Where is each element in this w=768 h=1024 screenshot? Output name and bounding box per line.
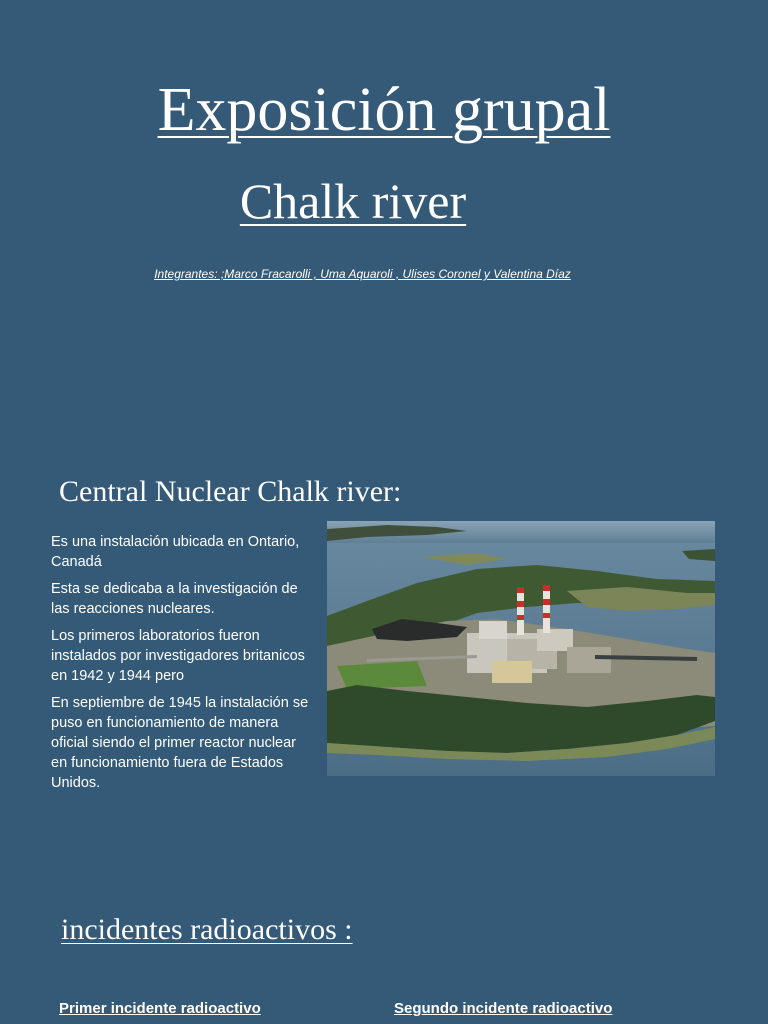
paragraph-purpose: Esta se dedicaba a la investigación de las reacciones nucleares. — [51, 581, 298, 617]
nuclear-plant-photo — [327, 521, 715, 776]
paragraph-operation: En septiembre de 1945 la instalación se puso en funcionamiento de manera oficial siendo el primer reactor nuclear en funcionamiento fuera de Estados Unidos. — [51, 695, 309, 791]
central-description — [51, 532, 313, 800]
incidents-heading: incidentes radioactivos : — [61, 913, 353, 946]
central-heading: Central Nuclear Chalk river: — [59, 475, 402, 508]
paragraph-labs: Los primeros laboratorios fueron instalados por investigadores britanicos en 1942 y 1944 pero — [51, 628, 305, 684]
first-incident-link[interactable]: Primer incidente radioactivo — [59, 1000, 261, 1017]
paragraph-location: Es una instalación ubicada en Ontario, Canadá — [51, 534, 300, 570]
members-line: Integrantes: ;Marco Fracarolli , Uma Aquaroli , Ulises Coronel y Valentina Díaz — [154, 267, 571, 281]
page-title: Exposición grupal — [157, 76, 611, 144]
second-incident-link[interactable]: Segundo incidente radioactivo — [394, 1000, 613, 1017]
page-subtitle: Chalk river — [239, 173, 467, 229]
